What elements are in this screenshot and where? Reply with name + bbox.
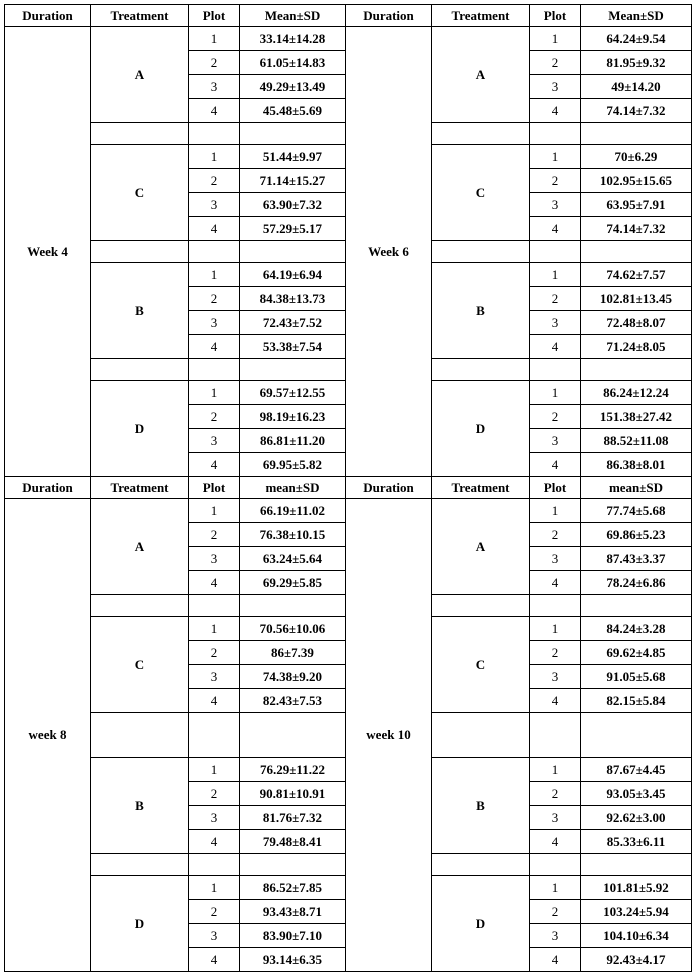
mean-sd-cell: 74.38±9.20 [240, 665, 346, 689]
plot-cell: 4 [189, 453, 240, 477]
mean-sd-cell: 88.52±11.08 [581, 429, 692, 453]
treatment-cell: B [432, 263, 530, 359]
spacer-treatment-cell [432, 123, 530, 145]
plot-cell: 4 [530, 99, 581, 123]
plot-cell: 4 [530, 571, 581, 595]
mean-sd-cell: 87.43±3.37 [581, 547, 692, 571]
spacer-treatment-cell [432, 359, 530, 381]
mean-sd-cell: 78.24±6.86 [581, 571, 692, 595]
mean-sd-cell: 86.52±7.85 [240, 876, 346, 900]
mean-sd-cell: 86.38±8.01 [581, 453, 692, 477]
treatment-cell: D [91, 381, 189, 477]
plot-cell: 4 [189, 830, 240, 854]
plot-cell: 1 [189, 27, 240, 51]
column-header-right-plot: Plot [530, 477, 581, 499]
spacer-value-cell [240, 123, 346, 145]
plot-cell: 3 [189, 547, 240, 571]
mean-sd-cell: 90.81±10.91 [240, 782, 346, 806]
spacer-value-cell [581, 854, 692, 876]
mean-sd-cell: 104.10±6.34 [581, 924, 692, 948]
mean-sd-cell: 102.81±13.45 [581, 287, 692, 311]
mean-sd-cell: 93.05±3.45 [581, 782, 692, 806]
spacer-treatment-cell [91, 123, 189, 145]
header-row [5, 5, 692, 27]
plot-cell: 2 [530, 782, 581, 806]
plot-cell: 3 [530, 665, 581, 689]
treatment-cell: C [432, 617, 530, 713]
mean-sd-cell: 70±6.29 [581, 145, 692, 169]
spacer-plot-cell [530, 854, 581, 876]
plot-cell: 2 [189, 51, 240, 75]
plot-cell: 2 [530, 900, 581, 924]
mean-sd-cell: 69.86±5.23 [581, 523, 692, 547]
spacer-value-cell [581, 241, 692, 263]
column-header-left-treatment: Treatment [91, 5, 189, 27]
mean-sd-cell: 63.90±7.32 [240, 193, 346, 217]
plot-cell: 3 [530, 193, 581, 217]
results-table [4, 4, 692, 972]
mean-sd-cell: 102.95±15.65 [581, 169, 692, 193]
treatment-cell: B [91, 758, 189, 854]
plot-cell: 3 [530, 806, 581, 830]
plot-cell: 2 [189, 782, 240, 806]
plot-cell: 2 [530, 405, 581, 429]
plot-cell: 1 [530, 499, 581, 523]
mean-sd-cell: 82.43±7.53 [240, 689, 346, 713]
column-header-right-duration: Duration [346, 477, 432, 499]
mean-sd-cell: 63.24±5.64 [240, 547, 346, 571]
plot-cell: 1 [530, 145, 581, 169]
mean-sd-cell: 57.29±5.17 [240, 217, 346, 241]
mean-sd-cell: 79.48±8.41 [240, 830, 346, 854]
treatment-cell: B [432, 758, 530, 854]
treatment-cell: D [91, 876, 189, 972]
spacer-treatment-cell [91, 241, 189, 263]
spacer-plot-cell [189, 241, 240, 263]
spacer-value-cell [240, 241, 346, 263]
plot-cell: 2 [530, 641, 581, 665]
mean-sd-cell: 69.95±5.82 [240, 453, 346, 477]
mean-sd-cell: 63.95±7.91 [581, 193, 692, 217]
plot-cell: 1 [530, 381, 581, 405]
plot-cell: 2 [189, 900, 240, 924]
mean-sd-cell: 91.05±5.68 [581, 665, 692, 689]
duration-cell: Week 4 [5, 27, 91, 477]
mean-sd-cell: 86.24±12.24 [581, 381, 692, 405]
plot-cell: 3 [189, 665, 240, 689]
mean-sd-cell: 83.90±7.10 [240, 924, 346, 948]
plot-cell: 2 [530, 287, 581, 311]
mean-sd-cell: 84.38±13.73 [240, 287, 346, 311]
column-header-right-duration: Duration [346, 5, 432, 27]
mean-sd-cell: 74.62±7.57 [581, 263, 692, 287]
mean-sd-cell: 69.57±12.55 [240, 381, 346, 405]
mean-sd-cell: 61.05±14.83 [240, 51, 346, 75]
mean-sd-cell: 76.29±11.22 [240, 758, 346, 782]
spacer-value-cell [240, 713, 346, 758]
plot-cell: 1 [189, 381, 240, 405]
spacer-treatment-cell [432, 241, 530, 263]
spacer-value-cell [581, 595, 692, 617]
spacer-treatment-cell [91, 854, 189, 876]
plot-cell: 1 [530, 758, 581, 782]
header-row [5, 477, 692, 499]
mean-sd-cell: 82.15±5.84 [581, 689, 692, 713]
mean-sd-cell: 45.48±5.69 [240, 99, 346, 123]
duration-cell: Week 6 [346, 27, 432, 477]
treatment-cell: A [91, 27, 189, 123]
column-header-left-mean-sd: mean±SD [240, 477, 346, 499]
column-header-right-mean-sd: mean±SD [581, 477, 692, 499]
mean-sd-cell: 72.48±8.07 [581, 311, 692, 335]
spacer-plot-cell [189, 595, 240, 617]
plot-cell: 3 [189, 429, 240, 453]
mean-sd-cell: 84.24±3.28 [581, 617, 692, 641]
spacer-plot-cell [530, 713, 581, 758]
spacer-treatment-cell [91, 359, 189, 381]
plot-cell: 2 [530, 523, 581, 547]
mean-sd-cell: 53.38±7.54 [240, 335, 346, 359]
mean-sd-cell: 71.14±15.27 [240, 169, 346, 193]
table-row [5, 27, 692, 51]
plot-cell: 2 [189, 641, 240, 665]
plot-cell: 4 [189, 335, 240, 359]
mean-sd-cell: 85.33±6.11 [581, 830, 692, 854]
column-header-right-treatment: Treatment [432, 477, 530, 499]
mean-sd-cell: 77.74±5.68 [581, 499, 692, 523]
column-header-right-plot: Plot [530, 5, 581, 27]
plot-cell: 4 [530, 830, 581, 854]
plot-cell: 2 [530, 169, 581, 193]
mean-sd-cell: 76.38±10.15 [240, 523, 346, 547]
mean-sd-cell: 81.95±9.32 [581, 51, 692, 75]
treatment-cell: B [91, 263, 189, 359]
spacer-value-cell [581, 359, 692, 381]
spacer-plot-cell [189, 854, 240, 876]
column-header-right-mean-sd: Mean±SD [581, 5, 692, 27]
mean-sd-cell: 93.14±6.35 [240, 948, 346, 972]
plot-cell: 1 [530, 617, 581, 641]
spacer-plot-cell [189, 359, 240, 381]
mean-sd-cell: 101.81±5.92 [581, 876, 692, 900]
column-header-left-duration: Duration [5, 5, 91, 27]
mean-sd-cell: 66.19±11.02 [240, 499, 346, 523]
mean-sd-cell: 69.29±5.85 [240, 571, 346, 595]
spacer-value-cell [240, 595, 346, 617]
plot-cell: 3 [530, 75, 581, 99]
spacer-value-cell [581, 713, 692, 758]
column-header-right-treatment: Treatment [432, 5, 530, 27]
plot-cell: 4 [530, 335, 581, 359]
treatment-cell: A [91, 499, 189, 595]
plot-cell: 1 [530, 27, 581, 51]
treatment-cell: C [91, 145, 189, 241]
plot-cell: 1 [189, 499, 240, 523]
plot-cell: 3 [530, 547, 581, 571]
column-header-left-mean-sd: Mean±SD [240, 5, 346, 27]
spacer-treatment-cell [91, 713, 189, 758]
plot-cell: 1 [530, 876, 581, 900]
spacer-value-cell [240, 854, 346, 876]
duration-cell: week 8 [5, 499, 91, 972]
mean-sd-cell: 72.43±7.52 [240, 311, 346, 335]
mean-sd-cell: 92.62±3.00 [581, 806, 692, 830]
table-row [5, 499, 692, 523]
plot-cell: 3 [189, 924, 240, 948]
mean-sd-cell: 69.62±4.85 [581, 641, 692, 665]
mean-sd-cell: 92.43±4.17 [581, 948, 692, 972]
column-header-left-plot: Plot [189, 477, 240, 499]
mean-sd-cell: 86±7.39 [240, 641, 346, 665]
plot-cell: 4 [189, 571, 240, 595]
plot-cell: 2 [189, 287, 240, 311]
spacer-plot-cell [189, 123, 240, 145]
mean-sd-cell: 74.14±7.32 [581, 99, 692, 123]
spacer-value-cell [240, 359, 346, 381]
column-header-left-treatment: Treatment [91, 477, 189, 499]
column-header-left-plot: Plot [189, 5, 240, 27]
mean-sd-cell: 64.24±9.54 [581, 27, 692, 51]
spacer-plot-cell [530, 359, 581, 381]
treatment-cell: A [432, 27, 530, 123]
spacer-treatment-cell [432, 713, 530, 758]
mean-sd-cell: 74.14±7.32 [581, 217, 692, 241]
mean-sd-cell: 49.29±13.49 [240, 75, 346, 99]
plot-cell: 1 [530, 263, 581, 287]
mean-sd-cell: 71.24±8.05 [581, 335, 692, 359]
plot-cell: 3 [189, 193, 240, 217]
plot-cell: 2 [189, 523, 240, 547]
plot-cell: 3 [530, 311, 581, 335]
plot-cell: 1 [189, 145, 240, 169]
treatment-cell: C [91, 617, 189, 713]
mean-sd-cell: 81.76±7.32 [240, 806, 346, 830]
mean-sd-cell: 86.81±11.20 [240, 429, 346, 453]
treatment-cell: C [432, 145, 530, 241]
plot-cell: 1 [189, 876, 240, 900]
treatment-cell: D [432, 381, 530, 477]
duration-cell: week 10 [346, 499, 432, 972]
plot-cell: 3 [530, 924, 581, 948]
mean-sd-cell: 64.19±6.94 [240, 263, 346, 287]
spacer-treatment-cell [432, 595, 530, 617]
spacer-value-cell [581, 123, 692, 145]
plot-cell: 3 [189, 75, 240, 99]
mean-sd-cell: 70.56±10.06 [240, 617, 346, 641]
spacer-plot-cell [530, 595, 581, 617]
plot-cell: 4 [189, 99, 240, 123]
plot-cell: 2 [189, 169, 240, 193]
plot-cell: 4 [530, 948, 581, 972]
mean-sd-cell: 151.38±27.42 [581, 405, 692, 429]
mean-sd-cell: 87.67±4.45 [581, 758, 692, 782]
plot-cell: 2 [189, 405, 240, 429]
spacer-plot-cell [189, 713, 240, 758]
column-header-left-duration: Duration [5, 477, 91, 499]
mean-sd-cell: 33.14±14.28 [240, 27, 346, 51]
plot-cell: 4 [530, 689, 581, 713]
plot-cell: 2 [530, 51, 581, 75]
plot-cell: 4 [530, 453, 581, 477]
mean-sd-cell: 51.44±9.97 [240, 145, 346, 169]
plot-cell: 4 [189, 948, 240, 972]
plot-cell: 3 [530, 429, 581, 453]
plot-cell: 1 [189, 758, 240, 782]
plot-cell: 3 [189, 311, 240, 335]
spacer-plot-cell [530, 241, 581, 263]
plot-cell: 1 [189, 617, 240, 641]
spacer-treatment-cell [91, 595, 189, 617]
plot-cell: 4 [189, 689, 240, 713]
mean-sd-cell: 98.19±16.23 [240, 405, 346, 429]
plot-cell: 4 [530, 217, 581, 241]
mean-sd-cell: 103.24±5.94 [581, 900, 692, 924]
plot-cell: 4 [189, 217, 240, 241]
spacer-plot-cell [530, 123, 581, 145]
mean-sd-cell: 93.43±8.71 [240, 900, 346, 924]
treatment-cell: A [432, 499, 530, 595]
spacer-treatment-cell [432, 854, 530, 876]
treatment-cell: D [432, 876, 530, 972]
mean-sd-cell: 49±14.20 [581, 75, 692, 99]
plot-cell: 3 [189, 806, 240, 830]
plot-cell: 1 [189, 263, 240, 287]
